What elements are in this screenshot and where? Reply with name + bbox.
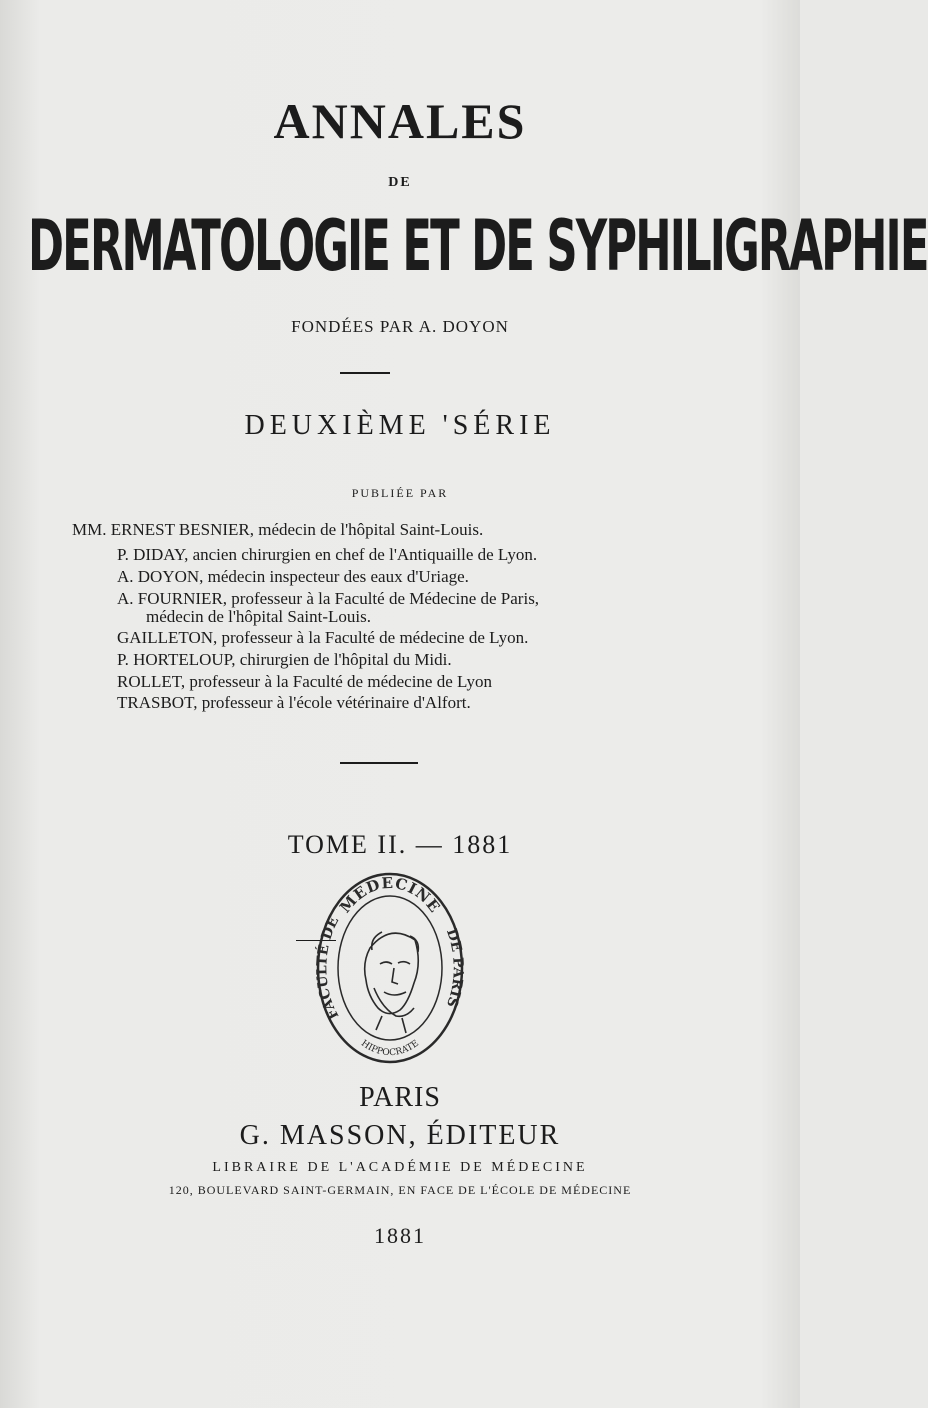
editor-entry: A. DOYON, médecin inspecteur des eaux d'Uriage. bbox=[117, 567, 469, 586]
editor-entry: ROLLET, professeur à la Faculté de médecine de Lyon bbox=[117, 672, 492, 691]
svg-text:DE PARIS bbox=[443, 927, 466, 1010]
imprint-publisher: G. MASSON, ÉDITEUR bbox=[239, 1120, 561, 1151]
journal-subtitle: DERMATOLOGIE ET DE SYPHILIGRAPHIE bbox=[28, 205, 928, 287]
volume-line: TOME II. — 1881 bbox=[287, 830, 513, 859]
stamp-top-text: MEDECINE bbox=[336, 873, 445, 917]
journal-title: ANNALES bbox=[273, 93, 527, 149]
editor-entry: GAILLETON, professeur à la Faculté de médecine de Lyon. bbox=[117, 628, 529, 647]
imprint-city: PARIS bbox=[359, 1082, 441, 1113]
editor-entry: P. HORTELOUP, chirurgien de l'hôpital du Midi. bbox=[117, 650, 452, 669]
series-line: DEUXIÈME 'SÉRIE bbox=[244, 410, 556, 441]
hippocrates-portrait-icon bbox=[365, 932, 419, 1033]
imprint-libraire: LIBRAIRE DE L'ACADÉMIE DE MÉDECINE bbox=[212, 1160, 588, 1175]
stamp-left-text: FACULTÉ DE bbox=[314, 914, 343, 1023]
title-connector: DE bbox=[388, 175, 412, 190]
divider-rule bbox=[340, 372, 390, 374]
editor-entry: TRASBOT, professeur à l'école vétérinaire d'Alfort. bbox=[117, 693, 471, 712]
imprint-year: 1881 bbox=[374, 1223, 426, 1248]
founders-line: FONDÉES PAR A. DOYON bbox=[291, 317, 509, 336]
svg-text:MEDECINE bbox=[336, 874, 444, 917]
imprint-address: 120, BOULEVARD SAINT-GERMAIN, EN FACE DE L'ÉCOLE DE MÉDECINE bbox=[168, 1183, 632, 1197]
editor-entry: MM. ERNEST BESNIER, médecin de l'hôpital Saint-Louis. bbox=[72, 520, 484, 539]
editor-entry: A. FOURNIER, professeur à la Faculté de Médecine de Paris, bbox=[117, 589, 540, 608]
published-by-label: PUBLIÉE PAR bbox=[351, 486, 449, 500]
stamp-bottom-text: HIPPOCRATE bbox=[359, 1038, 421, 1059]
faculty-stamp-seal bbox=[310, 868, 470, 1068]
svg-text:HIPPOCRATE bbox=[359, 1039, 421, 1059]
stamp-right-text: DE PARIS bbox=[442, 926, 466, 1010]
divider-rule bbox=[340, 762, 418, 764]
editor-entry-continuation: médecin de l'hôpital Saint-Louis. bbox=[146, 607, 371, 626]
editor-entry: P. DIDAY, ancien chirurgien en chef de l'Antiquaille de Lyon. bbox=[117, 545, 538, 564]
